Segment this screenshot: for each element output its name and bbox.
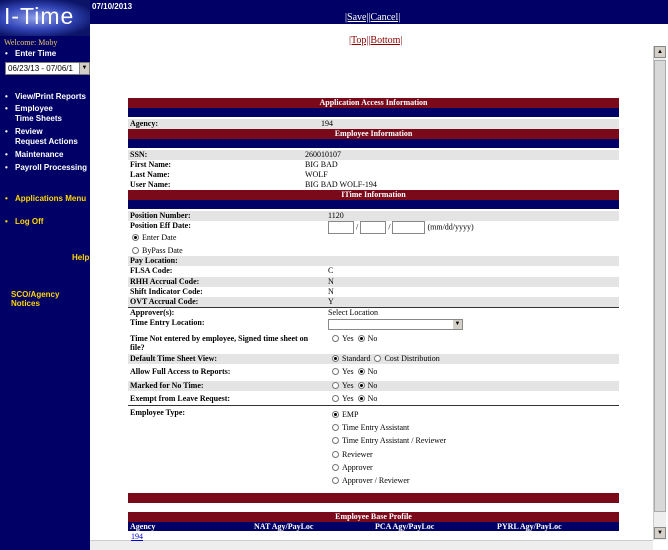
default-view-radios: Standard Cost Distribution [332, 354, 440, 364]
divider [128, 405, 619, 406]
first-name-label: First Name: [130, 160, 172, 169]
emp-type-option[interactable]: Time Entry Assistant [332, 421, 446, 434]
ssn-row [128, 150, 619, 160]
col-agency: Agency [130, 522, 156, 531]
section-band [128, 108, 619, 117]
section-footer-bar [128, 493, 619, 503]
nav-review-request-actions[interactable]: • Review Request Actions [5, 127, 78, 146]
vertical-scrollbar[interactable] [653, 46, 666, 540]
approvers-label: Approver(s): [130, 308, 175, 317]
employee-type-options [332, 408, 446, 487]
bypass-date-radio[interactable] [132, 247, 139, 254]
enter-date-radio[interactable] [132, 234, 139, 241]
enter-date-option[interactable]: Enter Date [132, 233, 176, 243]
shift-label: Shift Indicator Code: [130, 287, 203, 296]
rhh-value: N [328, 277, 334, 286]
position-number-value: 1120 [328, 211, 344, 220]
user-name-label: User Name: [130, 180, 171, 189]
section-employee-header: Employee Information [128, 129, 619, 139]
pay-period-select[interactable]: 06/23/13 - 07/06/1 ▼ [5, 62, 90, 75]
position-eff-date-row [128, 221, 619, 247]
default-view-row [128, 354, 619, 364]
ovt-label: OVT Accrual Code: [130, 297, 199, 306]
reviewer-radio[interactable] [332, 451, 339, 458]
top-bottom-links [349, 35, 402, 46]
last-name-row [128, 170, 619, 180]
select-location-link[interactable]: Select Location [328, 308, 378, 317]
flsa-label: FLSA Code: [130, 266, 173, 275]
itime-logo: I-Time [0, 0, 90, 36]
approvers-row [128, 308, 619, 318]
employee-type-row [128, 408, 619, 494]
full-access-label: Allow Full Access to Reports: [130, 367, 231, 376]
full-access-radios: Yes No [332, 367, 377, 377]
pay-location-label: Pay Location: [130, 256, 178, 265]
position-eff-date-label: Position Eff Date: [130, 221, 191, 230]
eff-date-inputs: / / (mm/dd/yyyy) [328, 221, 474, 234]
date-format-hint: (mm/dd/yyyy) [427, 222, 474, 232]
itime-section-header [128, 190, 619, 209]
cost-distribution-radio[interactable] [374, 355, 381, 362]
exempt-label: Exempt from Leave Request: [130, 394, 231, 403]
cancel-link[interactable]: |Cancel| [368, 12, 401, 23]
time-entry-location-select[interactable] [328, 319, 463, 330]
flsa-value: C [328, 266, 334, 275]
col-pca: PCA Agy/PayLoc [375, 522, 435, 531]
employee-section-header [128, 129, 619, 148]
first-name-row [128, 160, 619, 170]
eff-date-day-input[interactable] [360, 221, 386, 234]
chevron-down-icon[interactable]: ▼ [454, 321, 461, 327]
no-time-row [128, 381, 619, 391]
nav-applications-menu[interactable]: • Applications Menu [5, 194, 87, 203]
emp-type-option[interactable]: Approver [332, 461, 446, 474]
nav-maintenance[interactable]: • Maintenance [5, 150, 64, 159]
current-date: 07/10/2013 [92, 2, 133, 11]
agency-row [128, 119, 619, 129]
bypass-date-option[interactable]: ByPass Date [132, 246, 183, 256]
col-pyrl: PYRL Agy/PayLoc [497, 522, 562, 531]
shift-row [128, 287, 619, 297]
nav-log-off[interactable]: • Log Off [5, 217, 44, 226]
emp-type-option[interactable]: Approver / Reviewer [332, 474, 446, 487]
first-name-value: BIG BAD [305, 160, 338, 169]
rhh-row [128, 277, 619, 287]
not-entered-no-radio[interactable] [358, 335, 365, 342]
scroll-down-icon[interactable]: ▼ [654, 527, 666, 539]
no-time-no-radio[interactable] [358, 382, 365, 389]
standard-radio[interactable] [332, 355, 339, 362]
exempt-row [128, 394, 619, 404]
section-band [128, 139, 619, 148]
agency-label: Agency: [130, 119, 158, 128]
emp-type-option[interactable]: EMP [332, 408, 446, 421]
top-bar [90, 0, 668, 24]
ssn-label: SSN: [130, 150, 148, 159]
position-number-label: Position Number: [130, 211, 191, 220]
last-name-value: WOLF [305, 170, 328, 179]
save-cancel-links [345, 12, 400, 23]
tea-reviewer-radio[interactable] [332, 437, 339, 444]
pay-location-row [128, 256, 619, 266]
full-access-row [128, 367, 619, 377]
tea-radio[interactable] [332, 424, 339, 431]
not-entered-yes-radio[interactable] [332, 335, 339, 342]
profile-table-header [128, 522, 619, 531]
help-link[interactable]: Help [72, 253, 90, 262]
base-profile-section [128, 512, 619, 542]
approver-radio[interactable] [332, 464, 339, 471]
sco-agency-notices-link[interactable]: SCO/Agency Notices [11, 290, 60, 308]
scroll-up-icon[interactable]: ▲ [654, 46, 666, 58]
ovt-row [128, 297, 619, 307]
last-name-label: Last Name: [130, 170, 170, 179]
not-entered-row [128, 334, 619, 354]
bottom-link[interactable]: |Bottom| [368, 35, 403, 46]
section-access-header: Application Access Information [128, 98, 619, 108]
exempt-radios: Yes No [332, 394, 377, 404]
save-link[interactable]: |Save| [345, 12, 369, 23]
emp-type-option[interactable]: Time Entry Assistant / Reviewer [332, 434, 446, 447]
table-row [128, 531, 619, 542]
default-view-label: Default Time Sheet View: [130, 354, 218, 363]
ssn-value: 260010107 [305, 150, 341, 159]
no-time-label: Marked for No Time: [130, 381, 204, 390]
section-band [128, 200, 619, 209]
section-itime-header: ITime Information [128, 190, 619, 200]
eff-date-month-input[interactable] [328, 221, 354, 234]
scroll-thumb[interactable] [654, 60, 666, 512]
bypass-date-row [128, 245, 619, 255]
emp-radio[interactable] [332, 411, 339, 418]
exempt-no-radio[interactable] [358, 395, 365, 402]
nav-payroll-processing[interactable]: • Payroll Processing [5, 163, 88, 172]
profile-agency-link[interactable]: 194 [131, 532, 143, 541]
rhh-label: RHH Accrual Code: [130, 277, 200, 286]
ovt-value: Y [328, 297, 334, 306]
welcome-text: Welcome: Moby [4, 38, 58, 47]
col-nat: NAT Agy/PayLoc [254, 522, 314, 531]
approver-reviewer-radio[interactable] [332, 477, 339, 484]
emp-type-option[interactable]: Reviewer [332, 448, 446, 461]
not-entered-radios: Yes No [332, 334, 377, 344]
position-number-row [128, 211, 619, 221]
top-link[interactable]: |Top| [349, 35, 369, 46]
chevron-down-icon[interactable]: ▼ [79, 63, 89, 74]
not-entered-label: Time Not entered by employee, Signed time sheet on file? [130, 334, 309, 352]
shift-value: N [328, 287, 334, 296]
sidebar [0, 0, 90, 550]
time-entry-location-row [128, 318, 619, 330]
employee-type-label: Employee Type: [130, 408, 186, 417]
no-time-radios: Yes No [332, 381, 377, 391]
nav-employee-time-sheets[interactable]: • Employee Time Sheets [5, 104, 62, 123]
eff-date-year-input[interactable] [392, 221, 425, 234]
flsa-row [128, 266, 619, 276]
agency-value: 194 [321, 119, 333, 128]
nav-view-print-reports[interactable]: • View/Print Reports [5, 92, 86, 101]
full-access-yes-radio[interactable] [332, 368, 339, 375]
time-entry-location-label: Time Entry Location: [130, 318, 205, 327]
section-base-profile-header: Employee Base Profile [128, 512, 619, 522]
user-name-row [128, 180, 619, 190]
nav-enter-time[interactable]: • Enter Time [5, 49, 57, 58]
user-name-value: BIG BAD WOLF-194 [305, 180, 377, 189]
exempt-yes-radio[interactable] [332, 395, 339, 402]
no-time-yes-radio[interactable] [332, 382, 339, 389]
employee-form [128, 98, 619, 541]
full-access-no-radio[interactable] [358, 368, 365, 375]
